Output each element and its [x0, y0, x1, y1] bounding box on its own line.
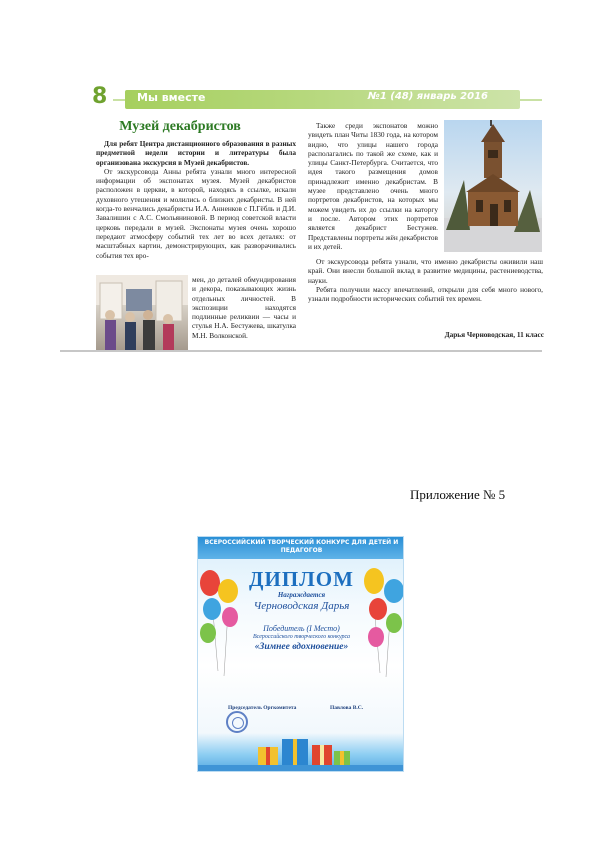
article-signature: Дарья Черноводская, 11 класс	[444, 330, 544, 339]
diploma-nomination: Всероссийского творческого конкурса	[252, 634, 351, 640]
diploma-top-banner	[198, 537, 404, 559]
article-paragraph: мен, до деталей обмундирования и декора, показывающих жизнь отдельных личностей. В экспозиции находятся подлинные реликвии — часы и стулья Н.А. Бестужева, шкатулка М.Н. Волконской.	[192, 275, 296, 340]
page-number: 8	[92, 84, 108, 109]
header-divider	[520, 99, 542, 101]
section-banner	[125, 90, 520, 109]
article-column-2-continued	[308, 257, 543, 303]
diploma-recipient-name: Черноводская Дарья	[253, 600, 350, 612]
article-lead: Для ребят Центра дистанционного образования в разных предметной недели истории и литературы была организована экскурсия в Музей декабристов.	[96, 139, 296, 167]
article-paragraph: Ребята получили массу впечатлений, открыли для себя много нового, узнали подробности исторических событий тех времен.	[308, 284, 543, 304]
clipping-header	[60, 84, 542, 110]
church-photo	[444, 120, 542, 252]
diploma-place: Победитель (I Место)	[263, 624, 340, 633]
clipping-bottom-rule	[60, 350, 542, 352]
diploma-image	[197, 536, 404, 772]
diploma-work-title: «Зимнее вдохновение»	[254, 642, 349, 652]
gift-boxes-icon	[198, 733, 404, 772]
article-title: Музей декабристов	[119, 119, 241, 134]
diploma-title: ДИПЛОМ	[249, 567, 354, 591]
diploma-chair-name: Павлова В.С.	[330, 705, 364, 711]
diploma-awarded-label: Награждается	[277, 591, 326, 599]
diploma-contest-name: ВСЕРОССИЙСКИЙ ТВОРЧЕСКИЙ КОНКУРС ДЛЯ ДЕТЕЙ И ПЕДАГОГОВ	[204, 539, 399, 554]
diploma-chair-label: Председатель Оргкомитета	[228, 705, 297, 711]
stamp-icon	[226, 711, 248, 733]
article-column-2	[308, 121, 438, 251]
article-paragraph: От экскурсовода ребята узнали, что именно декабристы оживили наш край. Они внесли большой вклад в развитие медицины, растениеводства, науки.	[308, 257, 543, 285]
section-name: Мы вместе	[137, 91, 206, 104]
article-paragraph: От экскурсовода Анны ребята узнали много интересной информации об экспонатах музея. Музей декабристов расположен в церкви, в которой, находясь в ссылке, искали духовного утешения и молились о близких декабристы. В ней когда-то венчались декабристы И.А. Анненков с П.Гёбль и Д.И. Завалишин с А.С. Смольяниновой. В период советской власти церковь передали в музей. Экспонаты музея очень хорошо передают атмосферу событий тех лет во всех деталях: от масштабных картин, демонстрирующих, как разворачивались события тех вро-	[96, 166, 296, 260]
header-divider	[113, 99, 125, 101]
diploma-bottom-decor	[198, 733, 404, 772]
issue-label: №1 (48) январь 2016	[367, 91, 488, 102]
article-column-1-continued	[192, 275, 296, 340]
appendix-label: Приложение № 5	[410, 487, 506, 502]
article-column-1	[96, 139, 296, 260]
newspaper-clipping	[60, 84, 542, 352]
article-paragraph: Также среди экспонатов можно увидеть план Читы 1830 года, на котором видно, что улицы нашего города располагались по такой же схеме, как и улицы Санкт-Петербурга. Считается, что идея такого размещения домов принадлежит именно декабристам. В музее представлено очень много портретов декабристов, на которых мы можем увидеть их до ссылки на каторгу и после. Автором этих портретов является декабрист Бестужев. Представлены портреты жён декабристов и их детей.	[308, 121, 438, 251]
museum-interior-photo	[96, 275, 188, 350]
